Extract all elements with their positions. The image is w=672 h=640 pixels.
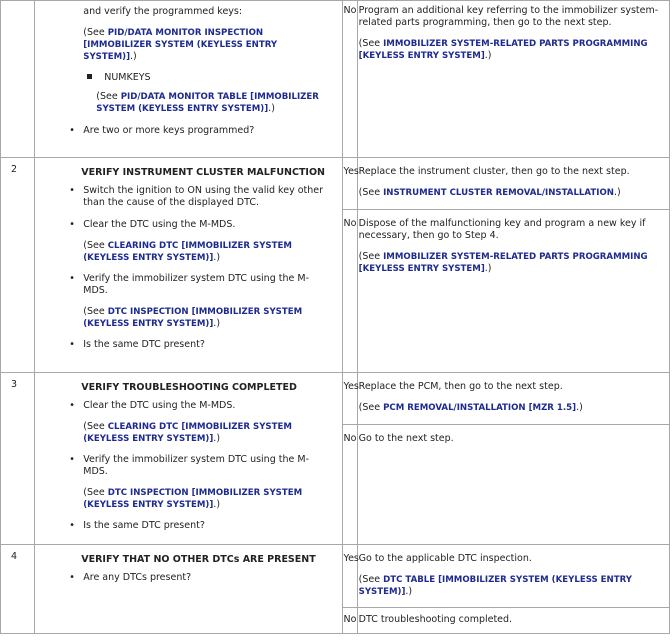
answer-text: Replace the PCM, then go to the next step.: [358, 381, 563, 392]
answer-label-cell: No: [342, 425, 357, 545]
instruction-item: • Verify the immobilizer system DTC using the M-MDS.: [41, 273, 333, 297]
answer-cell: [357, 425, 669, 545]
answer-text: Go to the applicable DTC inspection.: [358, 553, 532, 564]
clearing-dtc-link[interactable]: CLEARING DTC [IMMOBILIZER SYSTEM (KEYLESS ENTRY SYSTEM)]: [83, 422, 292, 444]
answer-text: DTC troubleshooting completed.: [358, 614, 513, 625]
answer-label-cell: No: [342, 608, 357, 634]
dtc-inspection-link[interactable]: DTC INSPECTION [IMMOBILIZER SYSTEM (KEYLESS ENTRY SYSTEM)]: [83, 307, 303, 329]
action-cell: [35, 373, 342, 545]
question-item: • Is the same DTC present?: [41, 339, 333, 351]
answer-label-cell: No: [342, 1, 357, 158]
instruction-item: • Switch the ignition to ON using the valid key other than the cause of the displayed DTC.: [41, 185, 333, 209]
see-reference: (See DTC INSPECTION [IMMOBILIZER SYSTEM (KEYLESS ENTRY SYSTEM)].): [83, 487, 303, 510]
pcm-removal-link[interactable]: PCM REMOVAL/INSTALLATION [MZR 1.5]: [383, 403, 577, 413]
step-row-continued: [1, 1, 670, 158]
sub-list-item: NUMKEYS: [83, 72, 333, 83]
step-number-cell: 3: [1, 373, 35, 545]
answer-cell: [357, 373, 669, 425]
step-row-4: [1, 545, 670, 608]
answer-label-cell: Yes: [342, 545, 357, 608]
parts-programming-link[interactable]: IMMOBILIZER SYSTEM-RELATED PARTS PROGRAMMING [KEYLESS ENTRY SYSTEM]: [358, 252, 648, 274]
see-reference: (See CLEARING DTC [IMMOBILIZER SYSTEM (KEYLESS ENTRY SYSTEM)].): [83, 240, 292, 263]
instruction-item: • Clear the DTC using the M-MDS.: [41, 400, 333, 412]
question-item: • Are any DTCs present?: [41, 572, 333, 584]
action-cell: [35, 158, 342, 373]
answer-cell: [357, 210, 669, 373]
continued-text: and verify the programmed keys:: [83, 6, 243, 17]
answer-text: Dispose of the malfunctioning key and program a new key if necessary, then go to Step 4.: [358, 218, 646, 241]
step-title: VERIFY THAT NO OTHER DTCs ARE PRESENT: [81, 554, 316, 565]
see-reference: (See PID/DATA MONITOR TABLE [IMMOBILIZER SYSTEM (KEYLESS ENTRY SYSTEM)].): [96, 91, 319, 114]
step-number-cell: 4: [1, 545, 35, 634]
answer-text: Replace the instrument cluster, then go to the next step.: [358, 166, 630, 177]
question-item: • Is the same DTC present?: [41, 520, 333, 532]
see-reference: (See PID/DATA MONITOR INSPECTION [IMMOBILIZER SYSTEM (KEYLESS ENTRY SYSTEM)].): [83, 27, 278, 62]
see-reference: (See DTC TABLE [IMMOBILIZER SYSTEM (KEYLESS ENTRY SYSTEM)].): [358, 574, 632, 597]
square-bullet-icon: [87, 74, 92, 79]
instrument-cluster-link[interactable]: INSTRUMENT CLUSTER REMOVAL/INSTALLATION: [383, 188, 614, 198]
parts-programming-link[interactable]: IMMOBILIZER SYSTEM-RELATED PARTS PROGRAMMING [KEYLESS ENTRY SYSTEM]: [358, 39, 648, 61]
answer-label-cell: Yes: [342, 158, 357, 210]
question-item: • Are two or more keys programmed?: [41, 125, 333, 137]
dtc-table-link[interactable]: DTC TABLE [IMMOBILIZER SYSTEM (KEYLESS ENTRY SYSTEM)]: [358, 575, 632, 597]
dtc-inspection-link[interactable]: DTC INSPECTION [IMMOBILIZER SYSTEM (KEYLESS ENTRY SYSTEM)]: [83, 488, 303, 510]
answer-cell: [357, 608, 669, 634]
answer-text: Go to the next step.: [358, 433, 454, 444]
see-reference: (See INSTRUMENT CLUSTER REMOVAL/INSTALLATION.): [358, 187, 621, 198]
instruction-item: • Clear the DTC using the M-MDS.: [41, 219, 333, 231]
see-reference: (See PCM REMOVAL/INSTALLATION [MZR 1.5].): [358, 402, 583, 413]
step-title: VERIFY INSTRUMENT CLUSTER MALFUNCTION: [81, 167, 325, 178]
answer-cell: [357, 1, 669, 158]
step-number-cell: 2: [1, 158, 35, 373]
action-cell: [35, 1, 342, 158]
action-cell: [35, 545, 342, 634]
step-row-3: [1, 373, 670, 425]
see-reference: (See DTC INSPECTION [IMMOBILIZER SYSTEM (KEYLESS ENTRY SYSTEM)].): [83, 306, 303, 329]
step-number-cell: [1, 1, 35, 158]
answer-cell: [357, 158, 669, 210]
see-reference: (See IMMOBILIZER SYSTEM-RELATED PARTS PROGRAMMING [KEYLESS ENTRY SYSTEM].): [358, 38, 648, 61]
answer-text: Program an additional key referring to the immobilizer system-related parts programming, then go to the next step.: [358, 5, 659, 28]
answer-label-cell: Yes: [342, 373, 357, 425]
see-reference: (See CLEARING DTC [IMMOBILIZER SYSTEM (KEYLESS ENTRY SYSTEM)].): [83, 421, 292, 444]
answer-cell: [357, 545, 669, 608]
step-title: VERIFY TROUBLESHOOTING COMPLETED: [81, 382, 297, 393]
pid-table-link[interactable]: PID/DATA MONITOR TABLE [IMMOBILIZER SYSTEM (KEYLESS ENTRY SYSTEM)]: [96, 92, 319, 114]
see-reference: (See IMMOBILIZER SYSTEM-RELATED PARTS PROGRAMMING [KEYLESS ENTRY SYSTEM].): [358, 251, 648, 274]
clearing-dtc-link[interactable]: CLEARING DTC [IMMOBILIZER SYSTEM (KEYLESS ENTRY SYSTEM)]: [83, 241, 292, 263]
pid-inspection-link[interactable]: PID/DATA MONITOR INSPECTION [IMMOBILIZER SYSTEM (KEYLESS ENTRY SYSTEM)]: [83, 28, 278, 62]
answer-label-cell: No: [342, 210, 357, 373]
step-row-2: [1, 158, 670, 210]
instruction-item: • Verify the immobilizer system DTC using the M-MDS.: [41, 454, 333, 478]
